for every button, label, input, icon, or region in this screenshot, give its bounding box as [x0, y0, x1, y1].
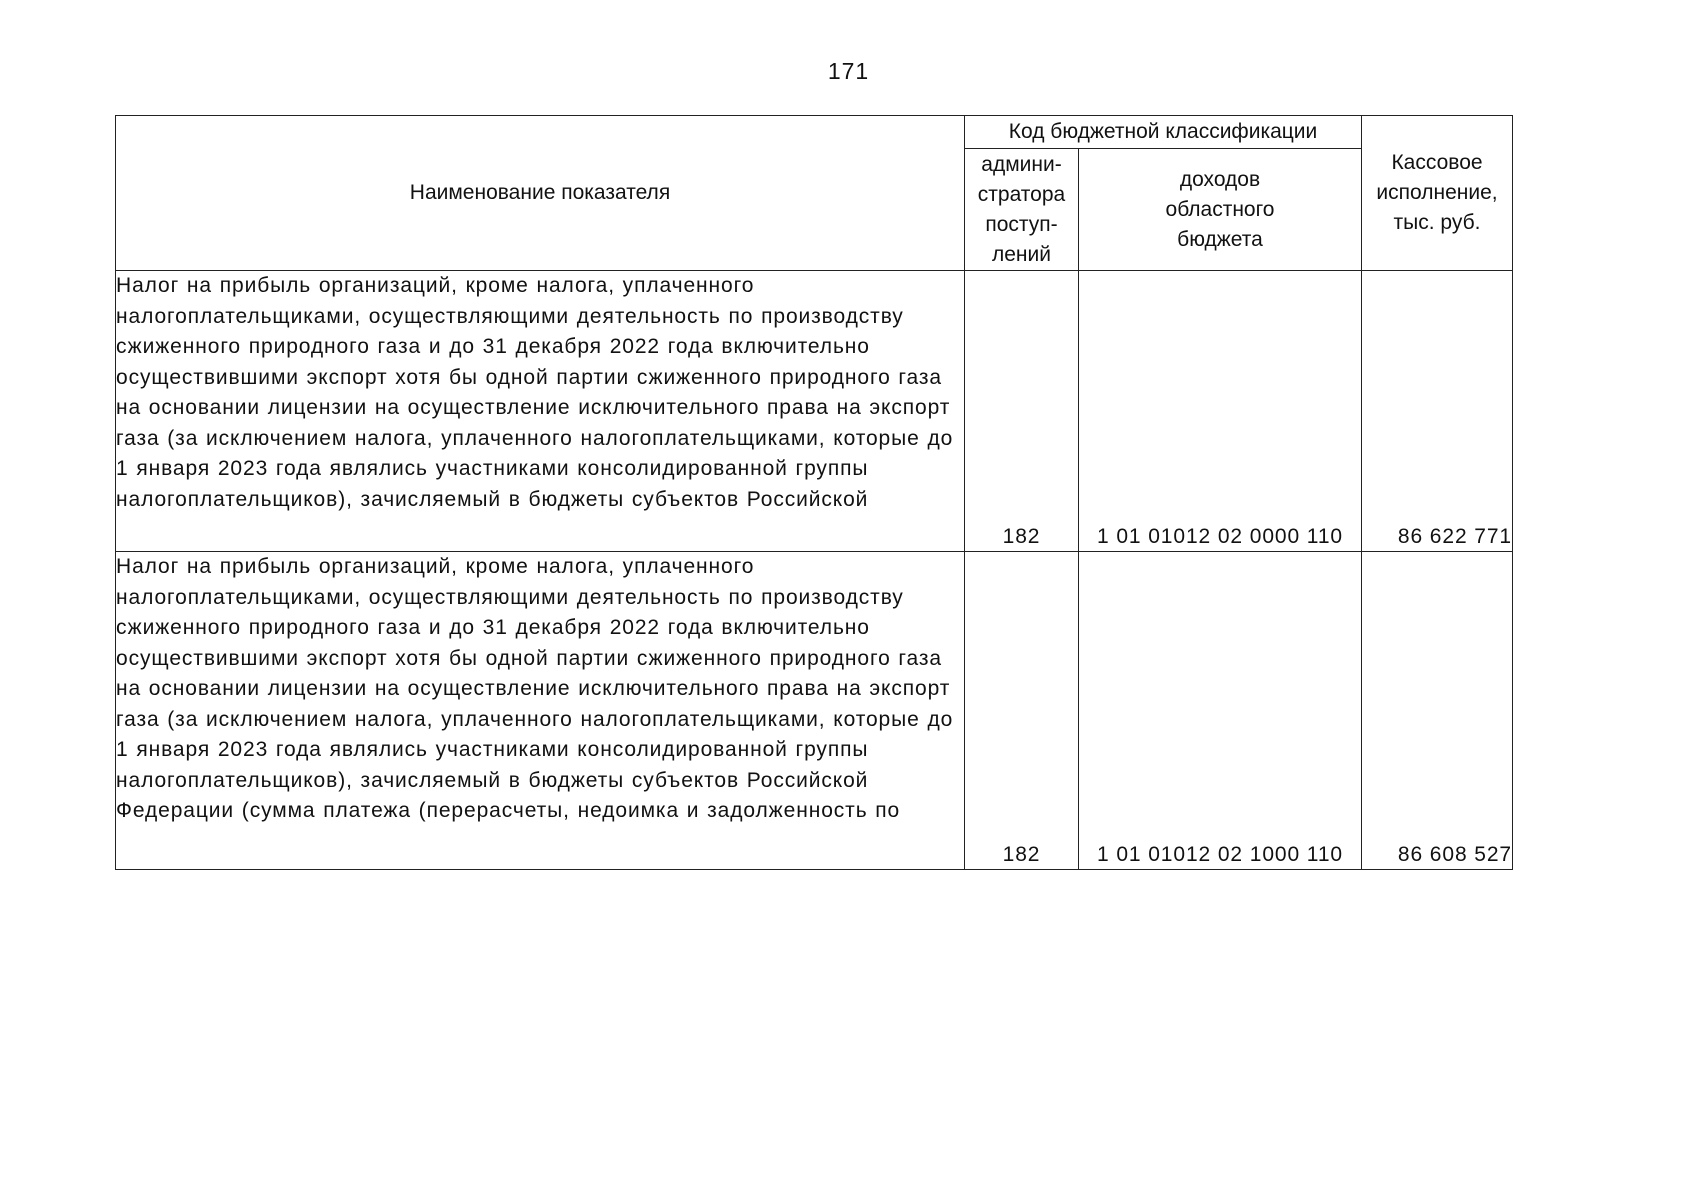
- header-row-1: [116, 116, 1513, 149]
- indicator-name: Налог на прибыль организаций, кроме налога, уплаченного налогоплательщиками, осуществляющими деятельность по производству сжиженного природного газа и до 31 декабря 2022 года включительно осуществившими экспорт хотя бы одной партии сжиженного природного газа на основании лицензии на осуществление исключительного права на экспорт газа (за исключением налога, уплаченного налогоплательщиками, которые до 1 января 2023 года являлись участниками консолидированной группы налогоплательщиков), зачисляемый в бюджеты субъектов Российской: [116, 274, 954, 511]
- budget-table: [115, 115, 1513, 870]
- table-row: [116, 271, 1513, 552]
- header-execution: [1362, 116, 1513, 271]
- admin-code: 182: [965, 271, 1079, 552]
- income-code: 1 01 01012 02 0000 110: [1079, 271, 1362, 552]
- execution-amount: 86 622 771: [1362, 271, 1513, 552]
- header-code-group: Код бюджетной классификации: [965, 116, 1362, 149]
- header-name: Наименование показателя: [116, 116, 965, 271]
- header-income-text: доходов областного бюджета: [1165, 167, 1275, 251]
- header-execution-text: Кассовое исполнение, тыс. руб.: [1376, 151, 1498, 234]
- header-admin: [965, 149, 1079, 271]
- header-admin-text: админи- стратора поступ- лений: [977, 152, 1066, 266]
- indicator-name-cell: [116, 552, 965, 870]
- table-row: [116, 552, 1513, 870]
- page-number: 171: [827, 58, 870, 84]
- execution-amount: 86 608 527: [1362, 552, 1513, 870]
- header-income: [1079, 149, 1362, 271]
- admin-code: 182: [965, 552, 1079, 870]
- income-code: 1 01 01012 02 1000 110: [1079, 552, 1362, 870]
- indicator-name: Налог на прибыль организаций, кроме налога, уплаченного налогоплательщиками, осуществляющими деятельность по производству сжиженного природного газа и до 31 декабря 2022 года включительно осуществившими экспорт хотя бы одной партии сжиженного природного газа на основании лицензии на осуществление исключительного права на экспорт газа (за исключением налога, уплаченного налогоплательщиками, которые до 1 января 2023 года являлись участниками консолидированной группы налогоплательщиков), зачисляемый в бюджеты субъектов Российской Федерации (сумма платежа (перерасчеты, недоимка и задолженность по: [116, 555, 954, 822]
- indicator-name-cell: [116, 271, 965, 552]
